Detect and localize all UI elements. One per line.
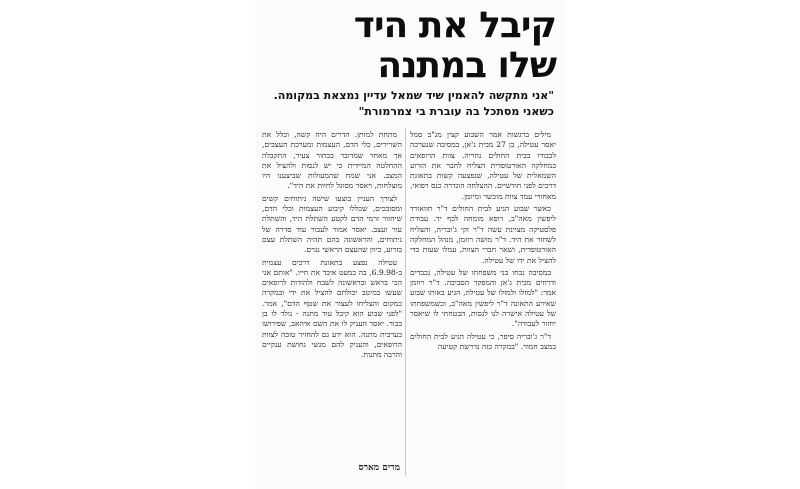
paragraph: כאשר שבוע הגיע לבית החולים ד"ר חוואורד ליפשין מאה"ב, רופא מומחה לכף יד. עבודת פלסטיקה מצוינת עשה ד"ר זקי ג'ובריה, והצליח לשחזר את היד. ד"ר מושה רוזמן, מנהל המחלקה האורטופדית, ושאר חברי הצוות, עמלו שעות כדי להציל את ידו של עטילה.	[410, 204, 556, 265]
paragraph: לצורך העניין בוצעו שישה ניתוחים קשים ומסובכים, שכללו קיבוע העצמות וכלי הדם, שיחזור זרמי הדם לקטע השתלת היד, והשתלת עור ועצב. יאסר אמור לעבור עוד סדרה של ניתוחים, והראשונה בהם תהיה השתלת עצם בזרוע, כיוון שהעצם הראשי נגרם.	[262, 193, 402, 255]
paragraph: ד"ר ג'ובריה סיפר, כי עטילה הגיע לבית החולים במצב חמור. "במקרה כזה נדרשת קטיעה	[410, 331, 556, 351]
byline: מרים מארס	[358, 463, 400, 473]
subheadline-quote: "אני מתקשה להאמין שיד שמאל עדיין נמצאת במקומה. כשאני מסתכל בה עוברת בי צמרמורת"	[273, 89, 554, 118]
paragraph: עטילה נפצע בתאונת דרכים עצמית ב-6.9.98, בה כמעט איבד את חייו. "אותם אני הכי בראש ובראשונה לשבח ולהודות לרופאים שעשו כמיטב יכולתם להציל את ידי ובמקרה כמקום והצליחו לעצור את שטף הדם", אמר. "לפני שבוע הוא קיבל עוד מתנה - נולד לו בן בכור. יאסר העניק לו את השם איהאב, שפירושו בערבית מתנה. הוא ידע גם להחזיר טובה לצוות הרופאים, והעניק להם מגשי נחושת ענקיים והרבה מתנות.	[262, 257, 402, 360]
paragraph: במסיבה נכחו בני משפחתו של עטילה, נכבדים ודרוזים מבית ג'אן והמפקד הסביבה. ד"ר רוזמן אמר: "למזלו ולמזלו של עטילה, הגיע באותו שבוע שאירע התאונה ד"ר ליפשין מאה"ב, וכשמשפחתו של עטילה אישרה לנו לנסות, הבטחתי לו שיאסר יחזור לעבודה".	[410, 267, 556, 329]
paragraph: מילים ברגשות אמר השבוע קצין מג"ב סמל יאסר עטילה, בן 27 מבית ג'אן, במסיבה שנערכה לכבודו בבית החולים נהריה. צוות הרופאים במחלקה האורטופדית הצליח לחבר את הזרוע השמאלית של עטילה, שנפצעה קשות בתאונת דרכים לפני חודשיים. ההצלחה הוגדרה כנס רפואי, מאחורי עמד צוות מוכשר ומיומן.	[410, 130, 556, 201]
headline	[260, 6, 556, 86]
article-column-left	[262, 130, 402, 476]
article-column-right	[410, 130, 556, 482]
headline-line-1: קיבל את היד	[353, 5, 556, 46]
column-divider	[405, 128, 406, 476]
headline-line-2: שלו במתנה	[377, 45, 556, 86]
paragraph: מתחת למותן. הדרים היה קשה, וכלל את השרירים, כלי הדם, העצמות ומערכת העצבים, אך מאחר שמדובר בבחור צעיר, התקבלה ההחלטה המיידית כי יש לנסות ולהציל את המצב. אני שמח שהמעולות שביצענו היו מוצלחות, ויאסר מסוגל לחיות את היד".	[262, 130, 402, 191]
